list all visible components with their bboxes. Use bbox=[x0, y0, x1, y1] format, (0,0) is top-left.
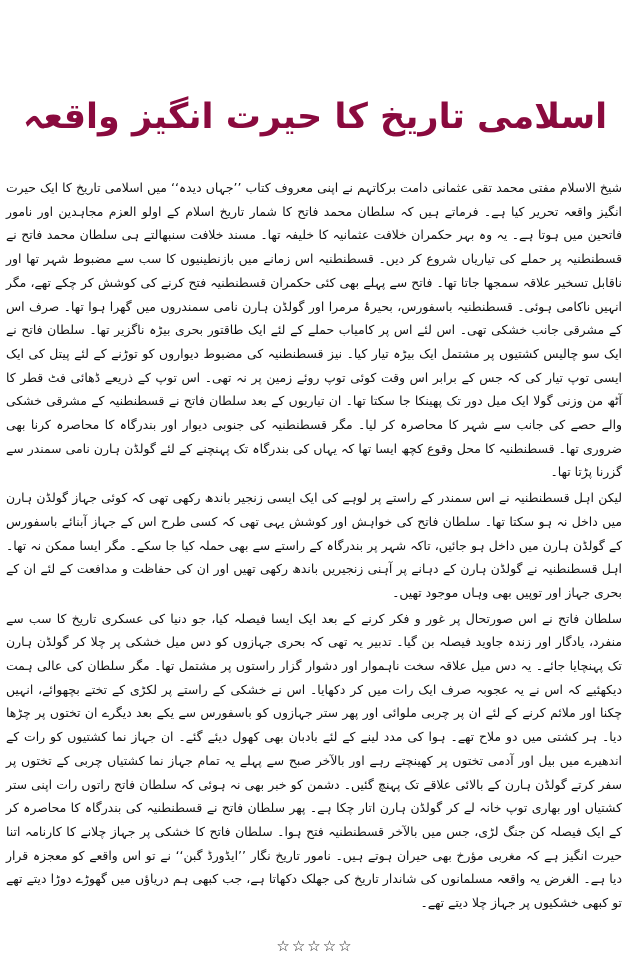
article-paragraph-1: شیخ الاسلام مفتی محمد تقی عثمانی دامت برکاتہم نے اپنی معروف کتاب ’’جہاں دیدہ‘‘ میں اسلامی تاریخ کا ایک حیرت انگیز واقعہ تحریر کیا ہے۔ فرماتے ہیں کہ سلطان محمد فاتح کا شمار تاریخ اسلام کے اولو العزم مجاہدین اور نامور فاتحین میں ہوتا ہے۔ یہ وہ بہر حکمران خلافت عثمانیہ کا خلیفہ تھا۔ مسند خلافت سنبھالتے ہی سلطان محمد فاتح نے قسطنطنیہ پر حملے کی تیاریاں شروع کر دیں۔ قسطنطنیہ اس زمانے میں بازنطینیوں کا سب سے مضبوط شہر تھا اور ناقابل تسخیر علاقہ سمجھا جاتا تھا۔ فاتح سے پہلے بھی کئی حکمران قسطنطنیہ فتح کرنے کی کوشش کر چکے تھے، مگر انہیں ناکامی ہوئی۔ قسطنطنیہ باسفورس، بحیرۂ مرمرا اور گولڈن ہارن نامی سمندروں میں گھرا ہوا تھا۔ صرف اس کے مشرقی جانب خشکی تھی۔ اس لئے اس پر کامیاب حملے کے لئے ایک طاقتور بحری بیڑہ ناگزیر تھا۔ سلطان فاتح نے ایک سو چالیس کشتیوں پر مشتمل ایک بیڑہ تیار کیا۔ نیز قسطنطنیہ کی مضبوط دیواروں کو توڑنے کے لئے پیتل کی ایک ایسی توپ تیار کی کہ جس کے برابر اس وقت کوئی توپ روئے زمین پر نہ تھی۔ اس توپ کے ذریعے ڈھائی فٹ قطر کا آٹھ من وزنی گولا ایک میل دور تک پھینکا جا سکتا تھا۔ ان تیاریوں کے بعد سلطان فاتح نے قسطنطنیہ کے مشرقی خشکی والے حصے کی جانب سے شہر کا محاصرہ کر لیا۔ مگر قسطنطنیہ کی جنوبی دیوار اور بندرگاہ کا محاصرہ کرنا بھی ضروری تھا۔ قسطنطنیہ کا محل وقوع کچھ ایسا تھا کہ یہاں کی بندرگاہ تک پہنچنے کے لئے گولڈن ہارن نامی سمندر سے گزرنا پڑتا تھا۔ bbox=[6, 180, 622, 480]
article-paragraph-2: لیکن اہل قسطنطنیہ نے اس سمندر کے راستے پر لوہے کی ایک ایسی زنجیر باندھ رکھی تھی کہ کوئی جہاز گولڈن ہارن میں داخل نہ ہو سکتا تھا۔ سلطان فاتح کی خواہش اور کوشش یہی تھی کہ کسی طرح اس کے جہاز آبنائے باسفورس کے گولڈن ہارن میں داخل ہو جائیں، تاکہ شہر پر بندرگاہ کے راستے سے بھی حملہ کیا جا سکے۔ مگر ایسا ممکن نہ تھا۔ اہل قسطنطنیہ نے گولڈن ہارن کے دہانے پر آہنی زنجیریں باندھ رکھی تھیں اور ان کی حفاظت و مدافعت کے لئے ان کے بحری جہاز اور توپیں بھی وہاں موجود تھیں۔ bbox=[6, 490, 622, 600]
article-body bbox=[6, 176, 622, 917]
article-title: اسلامی تاریخ کا حیرت انگیز واقعہ bbox=[22, 96, 608, 137]
headline-container bbox=[0, 78, 630, 156]
footer-stars-ornament: ☆☆☆☆☆ bbox=[276, 937, 354, 955]
article-paragraph-3: سلطان فاتح نے اس صورتحال پر غور و فکر کرنے کے بعد ایک ایسا فیصلہ کیا، جو دنیا کی عسکری تاریخ کا سب سے منفرد، یادگار اور زندہ جاوید فیصلہ بن گیا۔ تدبیر یہ تھی کہ بحری جہازوں کو دس میل خشکی پر چلا کر گولڈن ہارن تک پہنچایا جائے۔ یہ دس میل علاقہ سخت ناہموار اور دشوار گزار راستوں پر مشتمل تھا۔ مگر سلطان کی عالی ہمت دیکھئیے کہ اس نے یہ عجوبہ صرف ایک رات میں کر دکھایا۔ اس نے خشکی کے راستے پر لکڑی کے تختے بچھوائے، انہیں چکنا اور ملائم کرنے کے لئے ان پر چربی ملوائی اور پھر ستر جہازوں کو باسفورس سے یکے بعد دیگرے ان تختوں پر چڑھا دیا۔ ہر کشتی میں دو ملاح تھے۔ ہوا کی مدد لینے کے لئے بادبان بھی کھول دیئے گئے۔ ان جہاز نما کشتیوں کو رات کے اندھیرے میں بیل اور آدمی تختوں پر کھینچتے رہے اور بالآخر صبح سے پہلے یہ تمام جہاز نما کشتیاں چربی کے تختوں پر سفر کرتے گولڈن ہارن کے بالائی علاقے تک پہنچ گئیں۔ دشمن کو خبر بھی نہ ہوئی کہ سلطان فاتح راتوں رات اپنی ستر کشتیاں اور بھاری توپ خانہ لے کر گولڈن ہارن اتار چکا ہے۔ پھر سلطان فاتح نے قسطنطنیہ کی بندرگاہ کا محاصرہ کر کے ایک فیصلہ کن جنگ لڑی، جس میں بالآخر قسطنطنیہ فتح ہوا۔ سلطان فاتح کا خشکی پر جہاز چلانے کا کارنامہ اتنا حیرت انگیز ہے کہ مغربی مؤرخ بھی حیران ہوتے ہیں۔ نامور تاریخ نگار ’’ایڈورڈ گبن‘‘ نے تو اس واقعے کو معجزہ قرار دیا ہے۔ الغرض یہ واقعہ مسلمانوں کی شاندار تاریخ کی جھلک دکھاتا ہے، جب کبھی ہم دریاؤں میں گھوڑے دوڑا دیتے تھے تو کبھی خشکیوں پر جہاز چلا دیتے تھے۔ bbox=[6, 610, 622, 911]
